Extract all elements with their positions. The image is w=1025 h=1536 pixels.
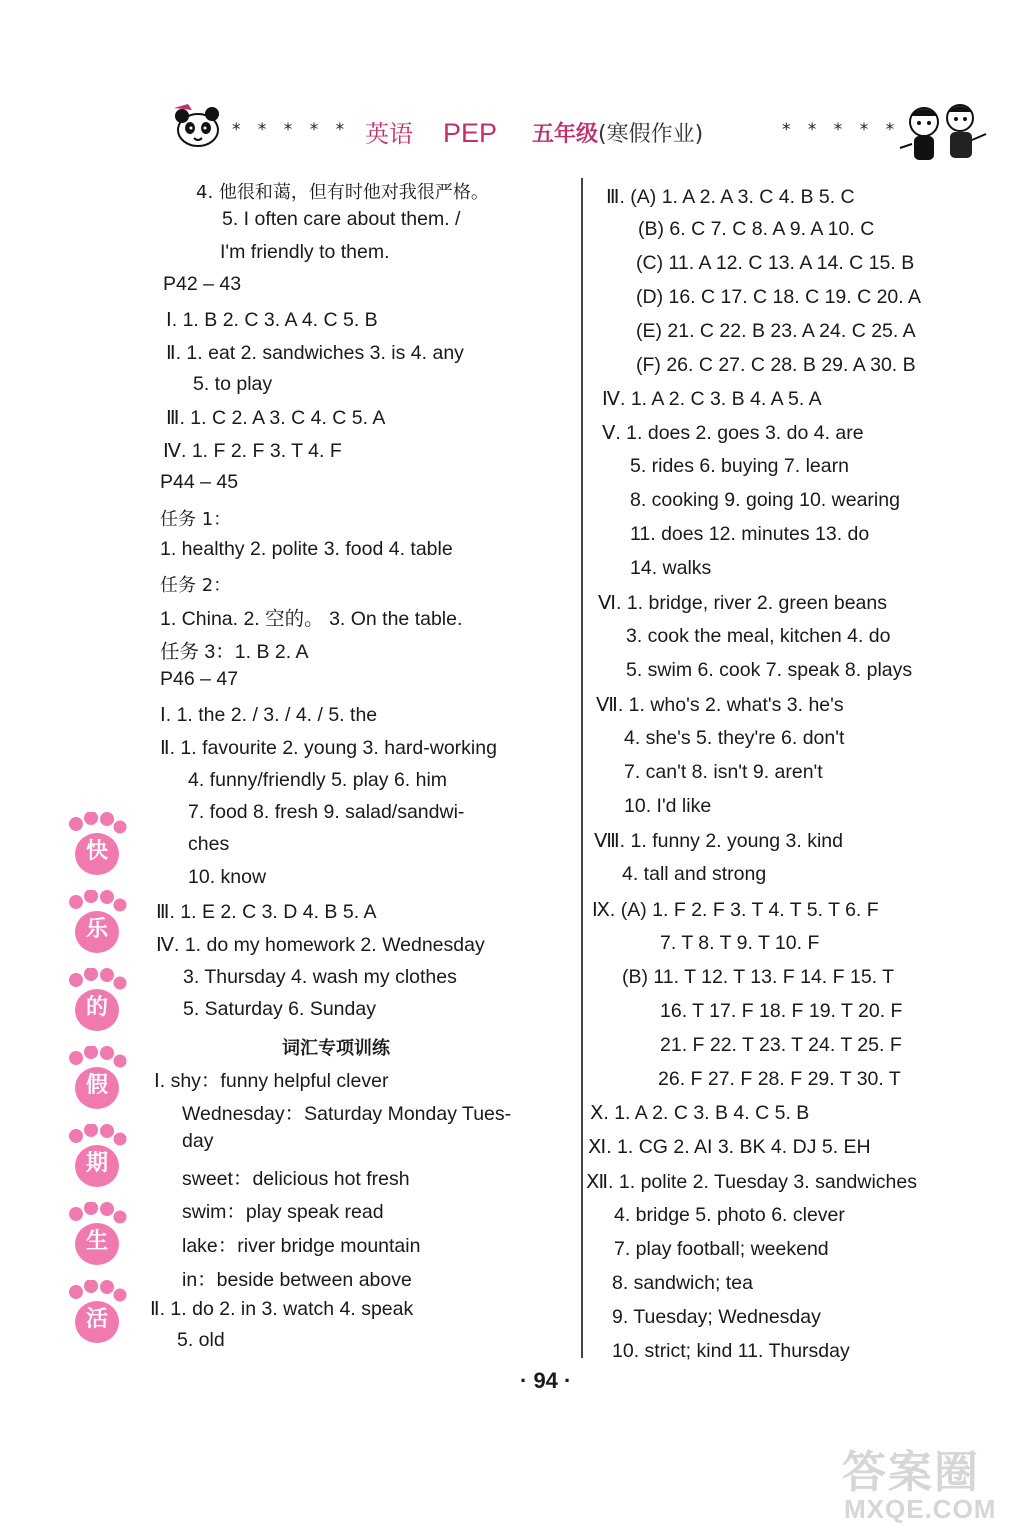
page-range-label: P46 – 47 <box>160 668 239 690</box>
paw-print-icon <box>64 1280 130 1348</box>
answer-line: Ⅰ. 1. B 2. C 3. A 4. C 5. B <box>166 309 378 331</box>
answer-line: 4. tall and strong <box>622 863 767 885</box>
sidebar-char: 生 <box>85 1229 108 1254</box>
answer-line: in：beside between above <box>182 1269 412 1291</box>
answer-line: (F) 26. C 27. C 28. B 29. A 30. B <box>636 354 916 376</box>
answer-line: Ⅰ. shy：funny helpful clever <box>154 1070 389 1092</box>
answer-line: lake：river bridge mountain <box>182 1235 421 1257</box>
answer-line: 8. sandwich; tea <box>612 1272 753 1294</box>
paw-print-icon <box>64 812 130 880</box>
page-range-label: P44 – 45 <box>160 471 239 493</box>
answer-line: Ⅱ. 1. do 2. in 3. watch 4. speak <box>150 1298 414 1320</box>
answer-line: Wednesday：Saturday Monday Tues- <box>182 1103 512 1125</box>
answer-line: 26. F 27. F 28. F 29. T 30. T <box>658 1068 901 1090</box>
answer-line: Ⅲ. (A) 1. A 2. A 3. C 4. B 5. C <box>606 186 855 208</box>
paw-print-icon <box>64 968 130 1036</box>
answer-line: Ⅰ. 1. the 2. / 3. / 4. / 5. the <box>160 704 378 726</box>
header-stars-right: * * * * * <box>782 120 901 140</box>
answer-line: Ⅱ. 1. favourite 2. young 3. hard-working <box>160 737 497 759</box>
answer-line: 4. 他很和蔼，但有时他对我很严格。 <box>196 182 489 203</box>
answer-line: Ⅵ. 1. bridge, river 2. green beans <box>598 592 887 614</box>
sidebar-char: 期 <box>85 1151 108 1176</box>
header-grade-note: (寒假作业) <box>598 122 704 147</box>
answer-line: 4. bridge 5. photo 6. clever <box>614 1204 845 1226</box>
column-divider <box>581 178 583 1358</box>
answer-line: 10. know <box>188 866 267 888</box>
answer-line: 7. play football; weekend <box>614 1238 829 1260</box>
paw-print-icon <box>64 1124 130 1192</box>
answer-line: 7. food 8. fresh 9. salad/sandwi- <box>188 801 465 823</box>
answer-line: 21. F 22. T 23. T 24. T 25. F <box>660 1034 902 1056</box>
header-subject: 英语 <box>365 120 413 148</box>
section-title: 词汇专项训练 <box>282 1038 390 1059</box>
header-grade-label: 五年级 <box>532 122 599 147</box>
answer-line: (E) 21. C 22. B 23. A 24. C 25. A <box>636 320 916 342</box>
answer-line: 8. cooking 9. going 10. wearing <box>630 489 900 511</box>
answer-line: 5. old <box>177 1329 225 1351</box>
sidebar-char: 活 <box>85 1307 108 1332</box>
cartoon-kids-icon <box>896 100 988 168</box>
answer-line: 7. can't 8. isn't 9. aren't <box>624 761 823 783</box>
watermark <box>842 1436 1002 1536</box>
paw-print-icon <box>64 1046 130 1114</box>
header-stars-left: * * * * * <box>232 120 351 140</box>
watermark-url: MXQE.COM <box>844 1494 997 1524</box>
header-title <box>365 114 497 149</box>
answer-line: Ⅲ. 1. C 2. A 3. C 4. C 5. A <box>166 407 386 429</box>
answer-line: 4. funny/friendly 5. play 6. him <box>188 769 448 791</box>
answer-line: 10. strict; kind 11. Thursday <box>612 1340 850 1362</box>
answer-line: Ⅲ. 1. E 2. C 3. D 4. B 5. A <box>156 901 377 923</box>
answer-line: Ⅹ. 1. A 2. C 3. B 4. C 5. B <box>590 1102 810 1124</box>
answer-line: Ⅶ. 1. who's 2. what's 3. he's <box>596 694 844 716</box>
answer-line: 11. does 12. minutes 13. do <box>630 523 870 545</box>
answer-line: 4. she's 5. they're 6. don't <box>624 727 845 749</box>
answer-line: 5. swim 6. cook 7. speak 8. plays <box>626 659 913 681</box>
answer-line: 9. Tuesday; Wednesday <box>612 1306 821 1328</box>
page-range-label: P42 – 43 <box>163 273 242 295</box>
answer-line: Ⅻ. 1. polite 2. Tuesday 3. sandwiches <box>586 1171 917 1193</box>
answer-line: 3. Thursday 4. wash my clothes <box>183 966 457 988</box>
answer-line: Ⅳ. 1. A 2. C 3. B 4. A 5. A <box>602 388 822 410</box>
sidebar-char: 的 <box>85 995 108 1020</box>
answer-line: 10. I'd like <box>624 795 712 817</box>
answer-line: 1. healthy 2. polite 3. food 4. table <box>160 538 453 560</box>
answer-line: Ⅳ. 1. do my homework 2. Wednesday <box>156 934 485 956</box>
answer-line: 5. to play <box>193 373 273 395</box>
header-edition: PEP <box>443 118 498 148</box>
answer-line: (B) 6. C 7. C 8. A 9. A 10. C <box>638 218 875 240</box>
answer-line: 7. T 8. T 9. T 10. F <box>660 932 820 954</box>
answer-line: Ⅱ. 1. eat 2. sandwiches 3. is 4. any <box>166 342 464 364</box>
answer-line: day <box>182 1130 214 1152</box>
answer-line: 5. I often care about them. / <box>222 208 461 230</box>
answer-line: I'm friendly to them. <box>220 241 390 263</box>
answer-line: sweet：delicious hot fresh <box>182 1168 410 1190</box>
answer-line: 14. walks <box>630 557 712 579</box>
answer-line: (C) 11. A 12. C 13. A 14. C 15. B <box>636 252 915 274</box>
answer-line: 5. Saturday 6. Sunday <box>183 998 376 1020</box>
task-label: 任务 1： <box>160 509 232 530</box>
answer-line: Ⅺ. 1. CG 2. AI 3. BK 4. DJ 5. EH <box>588 1136 871 1158</box>
answer-line: (B) 11. T 12. T 13. F 14. F 15. T <box>622 966 895 988</box>
cartoon-panda-icon <box>168 100 228 152</box>
paw-print-icon <box>64 890 130 958</box>
answer-line: (D) 16. C 17. C 18. C 19. C 20. A <box>636 286 922 308</box>
answer-line: Ⅳ. 1. F 2. F 3. T 4. F <box>163 440 342 462</box>
watermark-logo-text: 答案圈 <box>842 1447 980 1498</box>
answer-line: Ⅸ. (A) 1. F 2. F 3. T 4. T 5. T 6. F <box>592 899 879 921</box>
answer-line: 3. cook the meal, kitchen 4. do <box>626 625 891 647</box>
answer-line: 16. T 17. F 18. F 19. T 20. F <box>660 1000 903 1022</box>
task-label: 任务 2： <box>160 575 232 596</box>
header-grade <box>532 117 703 148</box>
sidebar-char: 假 <box>85 1073 108 1098</box>
answer-line: ches <box>188 833 230 855</box>
sidebar-char: 乐 <box>85 917 108 942</box>
sidebar-char: 快 <box>85 839 108 864</box>
answer-line: Ⅴ. 1. does 2. goes 3. do 4. are <box>602 422 864 444</box>
answer-line: 1. China. 2. 空的。 3. On the table. <box>160 608 463 630</box>
page-number: · 94 · <box>520 1368 572 1393</box>
answer-line: 任务 3：1. B 2. A <box>160 641 309 663</box>
answer-line: 5. rides 6. buying 7. learn <box>630 455 849 477</box>
page-header <box>0 100 1025 170</box>
paw-print-icon <box>64 1202 130 1270</box>
answer-line: swim：play speak read <box>182 1201 384 1223</box>
answer-line: Ⅷ. 1. funny 2. young 3. kind <box>594 830 843 852</box>
